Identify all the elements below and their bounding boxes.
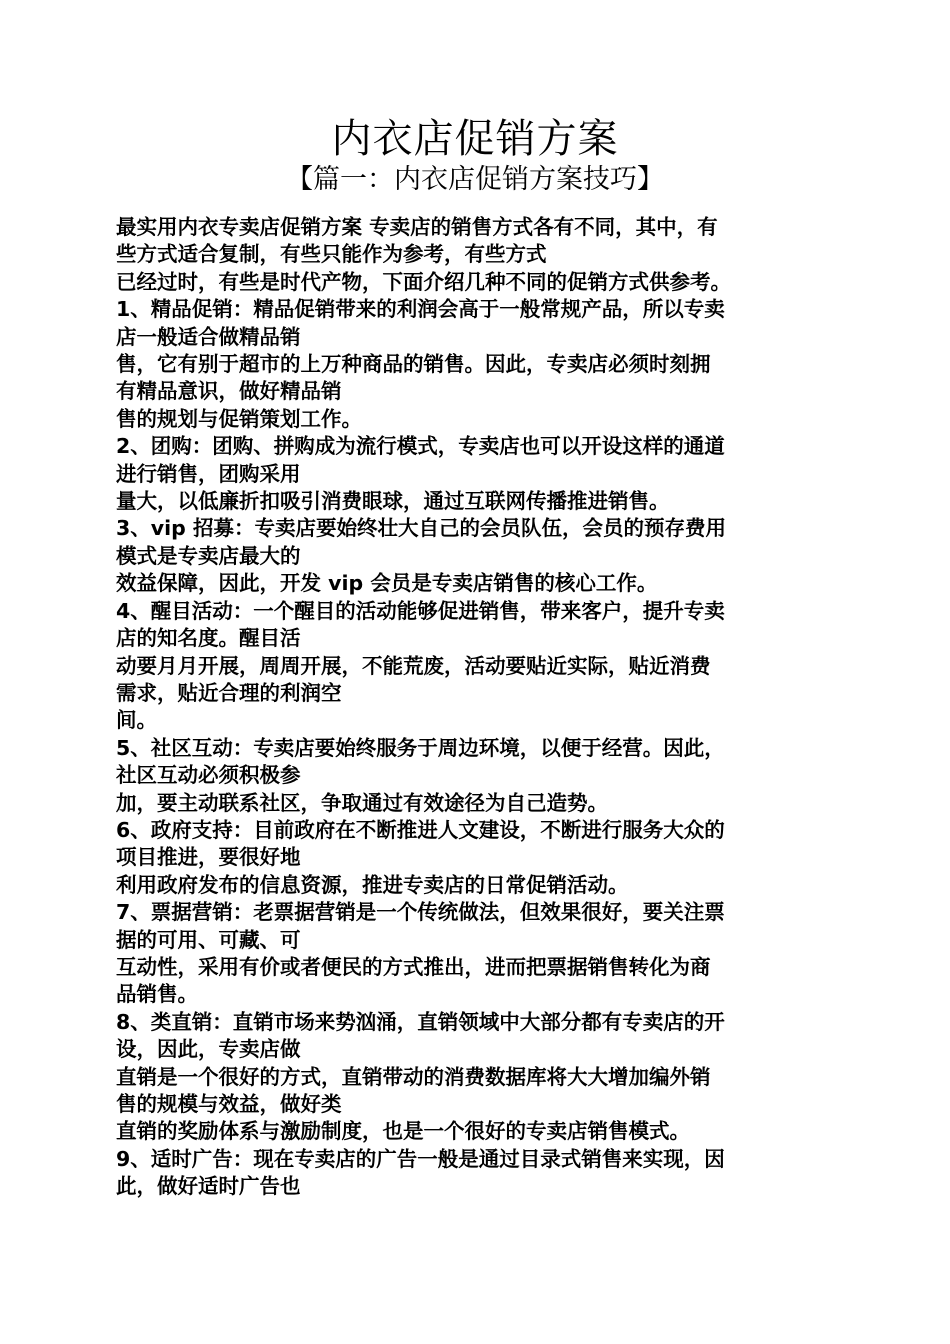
document-subtitle: 【篇一：内衣店促销方案技巧】 (286, 164, 664, 195)
body-line: 模式是专卖店最大的 (116, 543, 301, 568)
body-line: 设，因此，专卖店做 (116, 1037, 301, 1062)
body-line: 量大，以低廉折扣吸引消费眼球，通过互联网传播推进销售。 (116, 489, 670, 514)
body-line: 7、票据营销：老票据营销是一个传统做法，但效果很好，要关注票 (116, 900, 725, 925)
body-line: 4、醒目活动：一个醒目的活动能够促进销售，带来客户，提升专卖 (116, 598, 725, 623)
body-line: 社区互动必须积极参 (116, 763, 301, 788)
body-line: 据的可用、可藏、可 (116, 927, 301, 952)
body-line: 动要月月开展，周周开展，不能荒废，活动要贴近实际，贴近消费 (116, 653, 711, 678)
body-line: 进行销售，团购采用 (116, 461, 301, 486)
body-line: 利用政府发布的信息资源，推进专卖店的日常促销活动。 (116, 872, 629, 897)
body-line: 有精品意识，做好精品销 (116, 379, 342, 404)
body-line: 9、适时广告：现在专卖店的广告一般是通过目录式销售来实现，因 (116, 1146, 725, 1171)
body-line: 最实用内衣专卖店促销方案 专卖店的销售方式各有不同，其中，有 (116, 215, 718, 239)
body-line: 直销的奖励体系与激励制度，也是一个很好的专卖店销售模式。 (116, 1119, 690, 1144)
body-line: 互动性，采用有价或者便民的方式推出，进而把票据销售转化为商 (116, 954, 711, 979)
body-line: 售的规模与效益，做好类 (116, 1092, 342, 1116)
body-line: 效益保障，因此，开发 vip 会员是专卖店销售的核心工作。 (116, 571, 658, 596)
body-line: 项目推进，要很好地 (116, 845, 301, 870)
body-line: 此，做好适时广告也 (116, 1174, 301, 1199)
body-line: 直销是一个很好的方式，直销带动的消费数据库将大大增加编外销 (116, 1064, 711, 1089)
body-line: 间。 (116, 708, 157, 733)
body-line: 售，它有别于超市的上万种商品的销售。因此，专卖店必须时刻拥 (116, 352, 711, 377)
body-line: 店一般适合做精品销 (116, 324, 301, 349)
body-line: 些方式适合复制，有些只能作为参考，有些方式 (116, 242, 547, 267)
body-line: 品销售。 (116, 982, 198, 1007)
body-line: 已经过时，有些是时代产物，下面介绍几种不同的促销方式供参考。 (116, 269, 731, 294)
body-line: 1、精品促销：精品促销带来的利润会高于一般常规产品，所以专卖 (116, 297, 725, 322)
document-body (116, 214, 836, 1201)
body-line: 3、vip 招募：专卖店要始终壮大自己的会员队伍，会员的预存费用 (116, 516, 726, 541)
body-line: 5、社区互动：专卖店要始终服务于周边环境，以便于经营。因此， (116, 735, 725, 760)
body-line: 6、政府支持：目前政府在不断推进人文建设，不断进行服务大众的 (116, 817, 725, 842)
body-line: 售的规划与促销策划工作。 (116, 406, 362, 431)
body-line: 店的知名度。醒目活 (116, 626, 301, 651)
body-line: 8、类直销：直销市场来势汹涌，直销领域中大部分都有专卖店的开 (116, 1009, 725, 1034)
body-line: 需求，贴近合理的利润空 (116, 680, 342, 705)
body-line: 2、团购：团购、拼购成为流行模式，专卖店也可以开设这样的通道 (116, 434, 725, 459)
body-line: 加，要主动联系社区，争取通过有效途径为自己造势。 (116, 790, 608, 815)
document-title: 内衣店促销方案 (331, 116, 619, 162)
